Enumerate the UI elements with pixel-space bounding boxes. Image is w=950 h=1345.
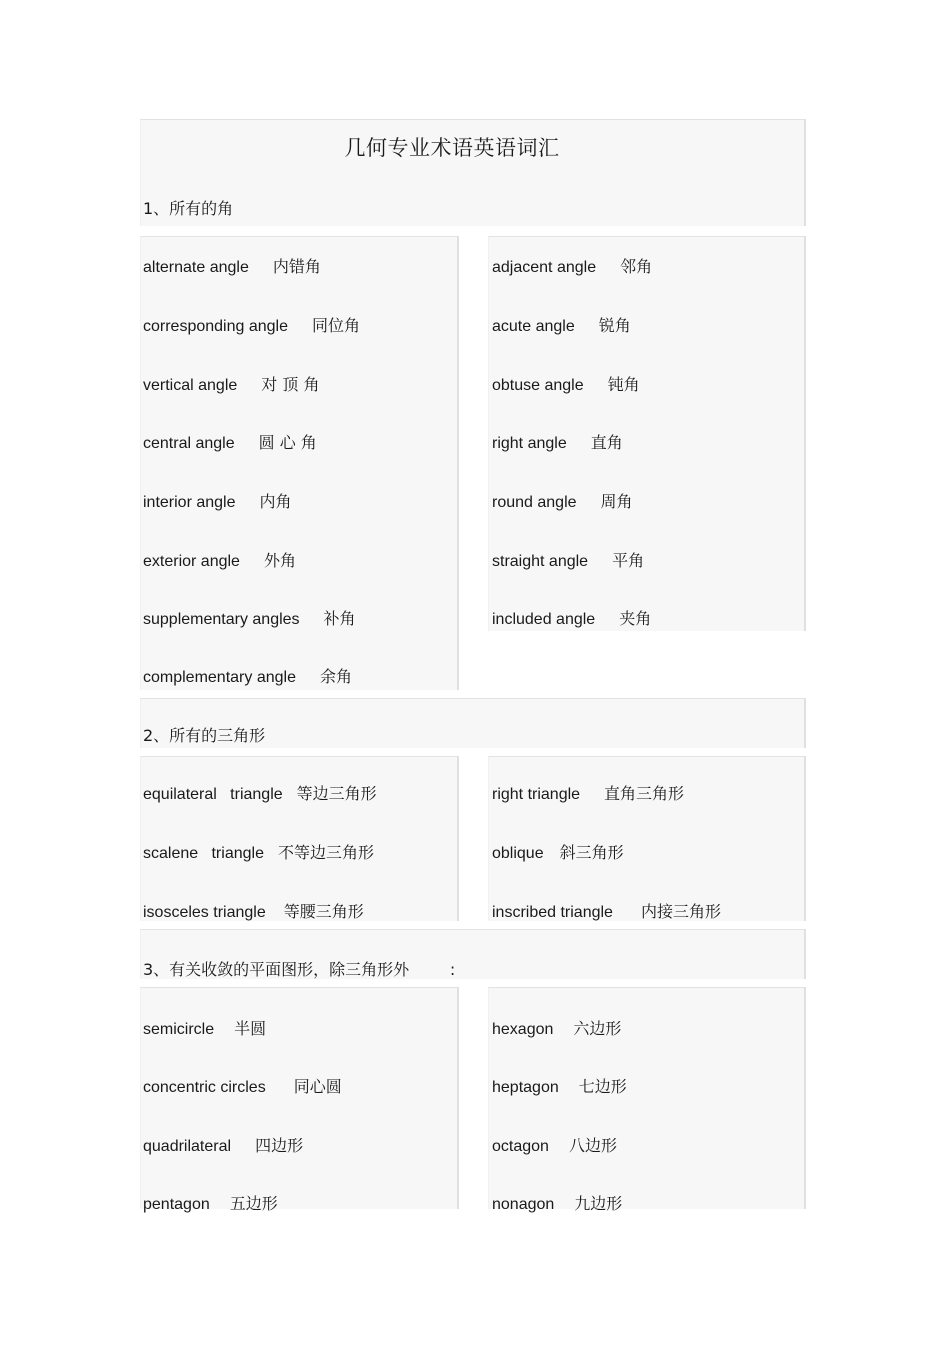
list-item: scalene triangle 不等边三角形 [143,843,374,862]
section-heading-triangles: 2、所有的三角形 [143,726,266,745]
list-item: inscribed triangle 内接三角形 [492,902,721,921]
list-item: vertical angle 对 顶 角 [143,375,320,394]
list-item: included angle 夹角 [492,609,652,628]
list-item: round angle 周角 [492,492,633,511]
section-heading-angles: 1、所有的角 [143,199,234,218]
list-item: alternate angle 内错角 [143,257,321,276]
list-item: acute angle 锐角 [492,316,631,335]
page-title: 几何专业术语英语词汇 [344,136,560,160]
list-item: right angle 直角 [492,433,623,452]
list-item: semicircle 半圆 [143,1019,267,1038]
list-item: nonagon 九边形 [492,1194,623,1213]
list-item: isosceles triangle 等腰三角形 [143,902,364,921]
list-item: supplementary angles 补角 [143,609,356,628]
list-item: oblique 斜三角形 [492,843,624,862]
list-item: concentric circles 同心圆 [143,1077,342,1096]
list-item: right triangle 直角三角形 [492,784,685,803]
section-heading-polygons: 3、有关收敛的平面图形，除三角形外 : [143,960,456,979]
list-item: quadrilateral 四边形 [143,1136,304,1155]
list-item: obtuse angle 钝角 [492,375,640,394]
list-item: heptagon 七边形 [492,1077,627,1096]
list-item: equilateral triangle 等边三角形 [143,784,377,803]
list-item: interior angle 内角 [143,492,292,511]
list-item: central angle 圆 心 角 [143,433,317,452]
list-item: octagon 八边形 [492,1136,617,1155]
list-item: hexagon 六边形 [492,1019,622,1038]
list-item: complementary angle 余角 [143,667,352,686]
list-item: exterior angle 外角 [143,551,296,570]
list-item: corresponding angle 同位角 [143,316,361,335]
list-item: pentagon 五边形 [143,1194,278,1213]
list-item: straight angle 平角 [492,551,645,570]
list-item: adjacent angle 邻角 [492,257,653,276]
